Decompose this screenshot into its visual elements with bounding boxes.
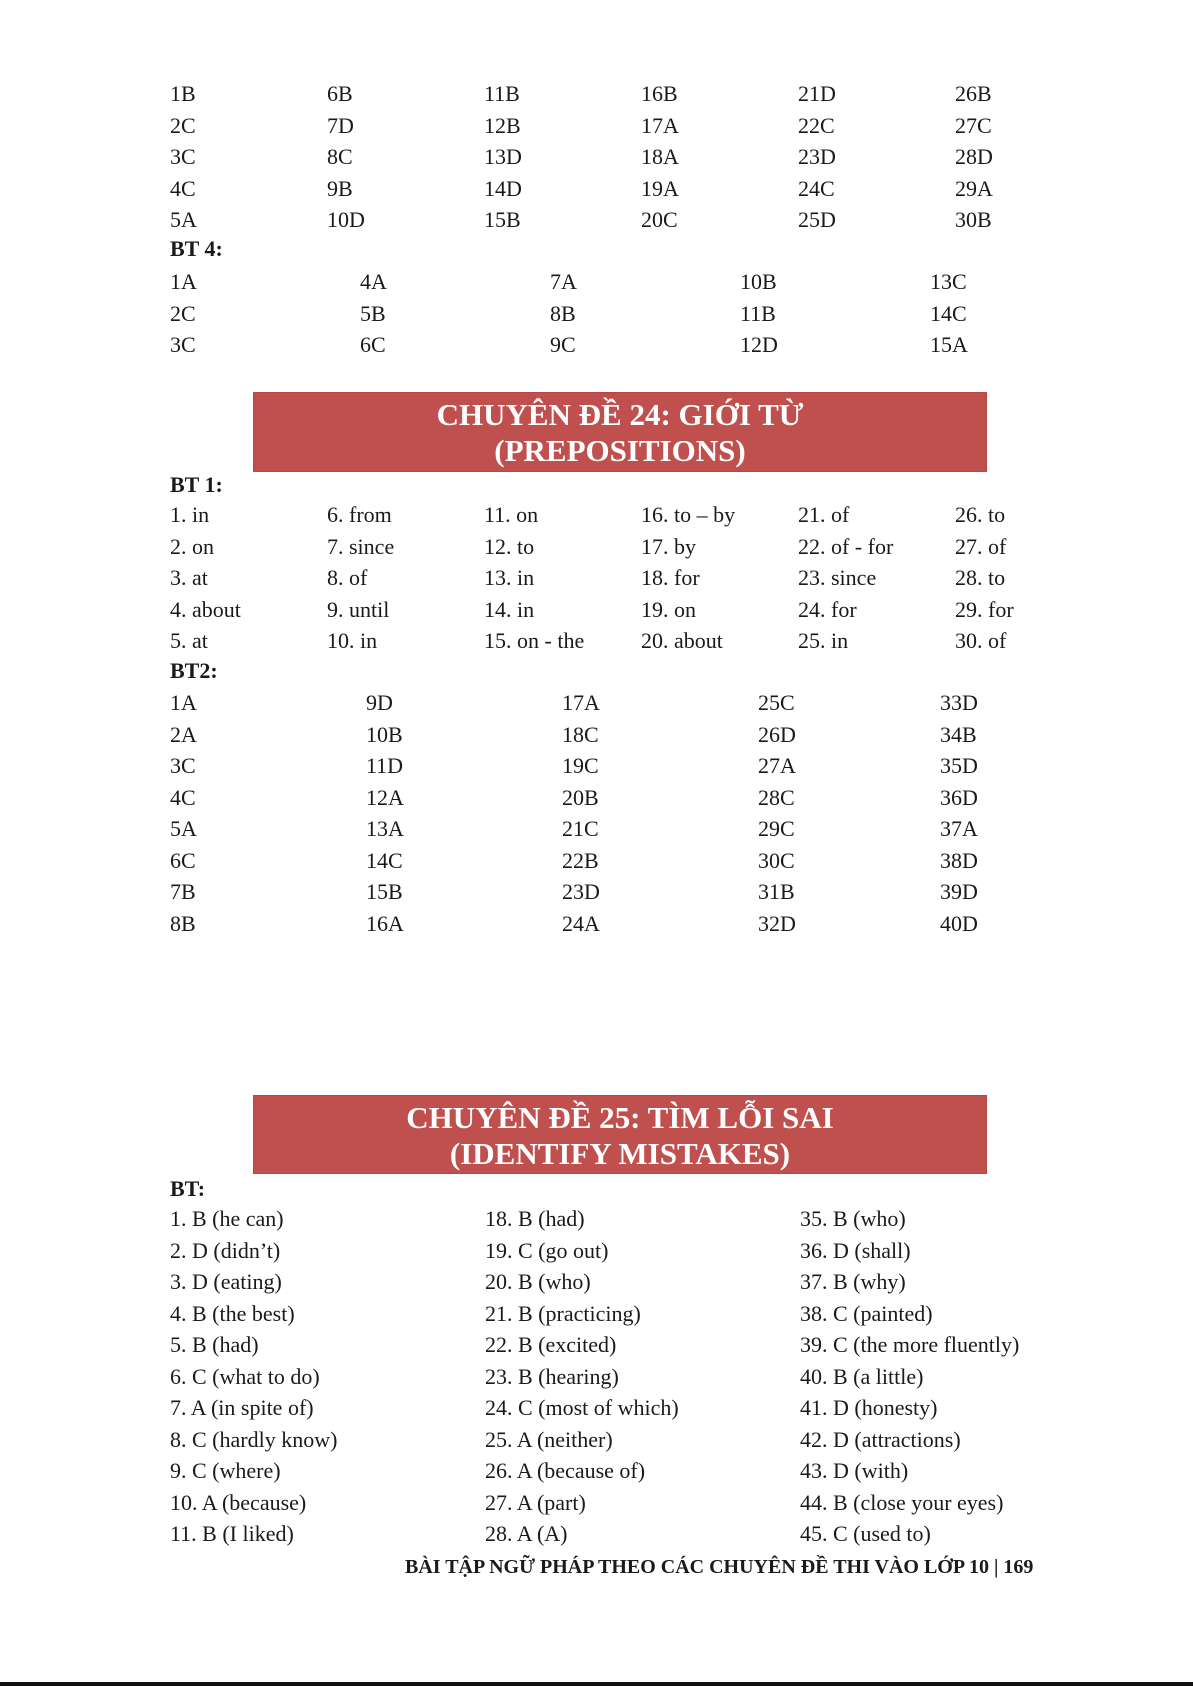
answer-cell: 3C bbox=[170, 144, 196, 169]
answer-cell: 18A bbox=[641, 144, 679, 169]
answer-cell: 25. A (neither) bbox=[485, 1426, 613, 1452]
answer-cell: 28. A (A) bbox=[485, 1521, 568, 1546]
answer-cell: 2C bbox=[170, 300, 196, 326]
answer-cell: 1. B (he can) bbox=[170, 1206, 284, 1231]
answer-cell: 27A bbox=[758, 753, 796, 778]
bt2-label: BT2: bbox=[170, 658, 218, 683]
answer-cell: 40D bbox=[940, 910, 978, 936]
answer-cell: 14C bbox=[930, 300, 967, 326]
answer-cell: 35. B (who) bbox=[800, 1206, 906, 1231]
answer-cell: 7D bbox=[327, 112, 354, 138]
answer-cell: 16A bbox=[366, 910, 404, 936]
answer-cell: 11. on bbox=[484, 502, 539, 527]
answer-cell: 19. on bbox=[641, 596, 696, 622]
answer-cell: 25C bbox=[758, 690, 795, 715]
answer-cell: 10. A (because) bbox=[170, 1489, 307, 1515]
answer-cell: 3. at bbox=[170, 565, 208, 590]
answer-cell: 35D bbox=[940, 753, 978, 778]
answer-cell: 4C bbox=[170, 175, 196, 201]
answer-cell: 1A bbox=[170, 269, 197, 294]
answer-cell: 21C bbox=[562, 816, 599, 841]
answer-cell: 28D bbox=[955, 144, 993, 169]
answer-cell: 5. at bbox=[170, 628, 208, 653]
answer-cell: 31B bbox=[758, 879, 795, 904]
answer-cell: 6. from bbox=[327, 502, 392, 527]
answer-cell: 22. of - for bbox=[798, 533, 894, 559]
answer-cell: 9D bbox=[366, 690, 393, 715]
answer-cell: 23D bbox=[798, 144, 836, 169]
answer-cell: 45. C (used to) bbox=[800, 1521, 931, 1546]
answer-cell: 7A bbox=[550, 269, 577, 294]
answer-cell: 13C bbox=[930, 269, 967, 294]
answer-cell: 33D bbox=[940, 690, 978, 715]
answer-cell: 36D bbox=[940, 784, 978, 810]
answer-cell: 4C bbox=[170, 784, 196, 810]
answer-cell: 13A bbox=[366, 816, 404, 841]
answer-cell: 4. about bbox=[170, 596, 241, 622]
answer-cell: 28. to bbox=[955, 565, 1006, 590]
answer-cell: 7. A (in spite of) bbox=[170, 1395, 314, 1420]
answer-cell: 24. C (most of which) bbox=[485, 1395, 679, 1420]
answer-cell: 20B bbox=[562, 784, 599, 810]
section-25-title: CHUYÊN ĐỀ 25: TÌM LỖI SAI bbox=[406, 1100, 834, 1135]
answer-cell: 29C bbox=[758, 816, 795, 841]
answer-cell: 1A bbox=[170, 690, 197, 715]
answer-cell: 12B bbox=[484, 112, 521, 138]
answer-cell: 12. to bbox=[484, 533, 535, 559]
answer-cell: 6C bbox=[360, 332, 386, 357]
answer-cell: 1. in bbox=[170, 502, 210, 527]
answer-cell: 20C bbox=[641, 207, 678, 232]
answer-cell: 9C bbox=[550, 332, 576, 357]
page-footer: BÀI TẬP NGỮ PHÁP THEO CÁC CHUYÊN ĐỀ THI VÀO LỚP 10 | 169 bbox=[405, 1556, 1034, 1578]
answer-cell: 6. C (what to do) bbox=[170, 1363, 320, 1389]
answer-cell: 7. since bbox=[327, 533, 395, 559]
answer-cell: 11D bbox=[366, 753, 404, 778]
answer-cell: 37A bbox=[940, 816, 978, 841]
answer-grid-mistakes bbox=[170, 1203, 1115, 1550]
answer-cell: 24C bbox=[798, 175, 835, 201]
answer-cell: 26. A (because of) bbox=[485, 1458, 646, 1483]
answer-cell: 8B bbox=[170, 910, 196, 936]
answer-cell: 26B bbox=[955, 81, 992, 106]
answer-cell: 6C bbox=[170, 847, 196, 873]
answer-cell: 19. C (go out) bbox=[485, 1237, 609, 1263]
answer-cell: 43. D (with) bbox=[800, 1458, 909, 1483]
answer-cell: 18. B (had) bbox=[485, 1206, 585, 1231]
answer-cell: 17A bbox=[641, 112, 679, 138]
answer-cell: 15B bbox=[484, 207, 521, 232]
answer-grid-bt2 bbox=[170, 687, 1122, 939]
answer-cell: 8C bbox=[327, 144, 353, 169]
bt1-label: BT 1: bbox=[170, 472, 223, 497]
bt4-label: BT 4: bbox=[170, 236, 223, 261]
section-24-banner bbox=[254, 393, 986, 471]
answer-cell: 17. by bbox=[641, 533, 696, 559]
answer-cell: 41. D (honesty) bbox=[800, 1395, 938, 1420]
answer-cell: 2C bbox=[170, 112, 196, 138]
answer-cell: 4. B (the best) bbox=[170, 1300, 295, 1326]
answer-cell: 20. B (who) bbox=[485, 1269, 591, 1294]
answer-cell: 25. in bbox=[798, 628, 849, 653]
answer-cell: 27. of bbox=[955, 533, 1007, 559]
answer-cell: 5A bbox=[170, 816, 197, 841]
answer-cell: 8. of bbox=[327, 565, 368, 590]
answer-cell: 22B bbox=[562, 847, 599, 873]
answer-cell: 38. C (painted) bbox=[800, 1300, 933, 1326]
answer-cell: 22. B (excited) bbox=[485, 1332, 617, 1357]
answer-cell: 11B bbox=[484, 81, 520, 106]
answer-cell: 27. A (part) bbox=[485, 1489, 586, 1515]
answer-cell: 4A bbox=[360, 269, 387, 294]
answer-cell: 2A bbox=[170, 721, 197, 747]
answer-cell: 10D bbox=[327, 207, 365, 232]
section-24-title: CHUYÊN ĐỀ 24: GIỚI TỪ bbox=[436, 397, 804, 432]
answer-cell: 1B bbox=[170, 81, 196, 106]
answer-cell: 22C bbox=[798, 112, 835, 138]
answer-cell: 10. in bbox=[327, 628, 378, 653]
answer-cell: 7B bbox=[170, 879, 196, 904]
answer-cell: 23. since bbox=[798, 565, 877, 590]
answer-cell: 44. B (close your eyes) bbox=[800, 1489, 1004, 1515]
answer-cell: 26D bbox=[758, 721, 796, 747]
section-24-subtitle: (PREPOSITIONS) bbox=[494, 433, 746, 468]
answer-grid-top bbox=[170, 78, 1112, 236]
answer-cell: 19C bbox=[562, 753, 599, 778]
answer-cell: 10B bbox=[740, 269, 777, 294]
answer-cell: 13D bbox=[484, 144, 522, 169]
answer-cell: 23. B (hearing) bbox=[485, 1363, 619, 1389]
answer-cell: 39D bbox=[940, 879, 978, 904]
answer-cell: 2. D (didn’t) bbox=[170, 1237, 281, 1263]
answer-cell: 29. for bbox=[955, 596, 1014, 622]
answer-cell: 5A bbox=[170, 207, 197, 232]
answer-cell: 17A bbox=[562, 690, 600, 715]
answer-cell: 9. C (where) bbox=[170, 1458, 281, 1483]
answer-cell: 27C bbox=[955, 112, 992, 138]
answer-cell: 30C bbox=[758, 847, 795, 873]
bottom-rule bbox=[0, 1682, 1193, 1686]
answer-cell: 15A bbox=[930, 332, 968, 357]
answer-cell: 29A bbox=[955, 175, 993, 201]
answer-cell: 26. to bbox=[955, 502, 1006, 527]
answer-cell: 30. of bbox=[955, 628, 1007, 653]
answer-grid-bt4 bbox=[170, 266, 1120, 361]
answer-cell: 3. D (eating) bbox=[170, 1269, 282, 1294]
answer-cell: 12A bbox=[366, 784, 404, 810]
answer-cell: 21. B (practicing) bbox=[485, 1300, 641, 1326]
answer-cell: 40. B (a little) bbox=[800, 1363, 924, 1389]
answer-cell: 3C bbox=[170, 753, 196, 778]
bt-label: BT: bbox=[170, 1176, 206, 1201]
answer-cell: 14C bbox=[366, 847, 403, 873]
answer-cell: 32D bbox=[758, 910, 796, 936]
answer-cell: 19A bbox=[641, 175, 679, 201]
answer-cell: 10B bbox=[366, 721, 403, 747]
answer-cell: 6B bbox=[327, 81, 353, 106]
answer-cell: 16. to – by bbox=[641, 502, 736, 527]
answer-cell: 5. B (had) bbox=[170, 1332, 259, 1357]
answer-cell: 24A bbox=[562, 910, 600, 936]
answer-cell: 25D bbox=[798, 207, 836, 232]
answer-cell: 8. C (hardly know) bbox=[170, 1426, 338, 1452]
answer-cell: 11B bbox=[740, 300, 776, 326]
answer-cell: 36. D (shall) bbox=[800, 1237, 911, 1263]
answer-cell: 14D bbox=[484, 175, 522, 201]
answer-cell: 9. until bbox=[327, 596, 390, 622]
answer-cell: 21. of bbox=[798, 502, 850, 527]
answer-cell: 18C bbox=[562, 721, 599, 747]
answer-cell: 39. C (the more fluently) bbox=[800, 1332, 1020, 1357]
answer-cell: 8B bbox=[550, 300, 576, 326]
answer-cell: 20. about bbox=[641, 628, 723, 653]
answer-cell: 5B bbox=[360, 300, 386, 326]
answer-cell: 18. for bbox=[641, 565, 700, 590]
answer-cell: 15. on - the bbox=[484, 628, 585, 653]
section-25-subtitle: (IDENTIFY MISTAKES) bbox=[449, 1136, 791, 1171]
answer-cell: 13. in bbox=[484, 565, 535, 590]
answer-cell: 24. for bbox=[798, 596, 857, 622]
answer-cell: 28C bbox=[758, 784, 795, 810]
answer-cell: 11. B (I liked) bbox=[170, 1521, 294, 1546]
answer-cell: 16B bbox=[641, 81, 678, 106]
answer-cell: 23D bbox=[562, 879, 600, 904]
answer-cell: 37. B (why) bbox=[800, 1269, 906, 1294]
answer-cell: 21D bbox=[798, 81, 836, 106]
answer-cell: 30B bbox=[955, 207, 992, 232]
answer-grid-bt1 bbox=[170, 499, 1112, 657]
answer-cell: 9B bbox=[327, 175, 353, 201]
answer-cell: 15B bbox=[366, 879, 403, 904]
answer-cell: 3C bbox=[170, 332, 196, 357]
answer-cell: 38D bbox=[940, 847, 978, 873]
answer-cell: 14. in bbox=[484, 596, 535, 622]
answer-cell: 12D bbox=[740, 332, 778, 357]
answer-cell: 42. D (attractions) bbox=[800, 1426, 961, 1452]
answer-cell: 34B bbox=[940, 721, 977, 747]
section-25-banner bbox=[254, 1096, 986, 1173]
answer-cell: 2. on bbox=[170, 533, 214, 559]
